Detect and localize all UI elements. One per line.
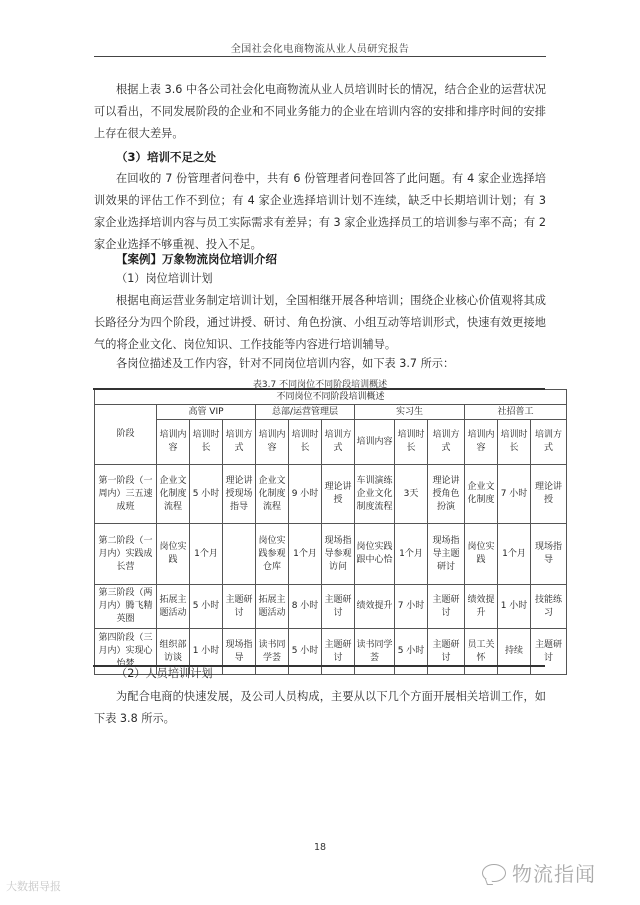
sub-header: 培训时长 (190, 420, 223, 465)
table-cell: 企业文化制度流程 (256, 465, 289, 524)
table-cell: 现场指导 (531, 524, 567, 585)
sub-header: 培训方式 (531, 420, 567, 465)
table-cell: 岗位实践参观仓库 (256, 524, 289, 585)
table-cell: 组织部访谈 (157, 629, 190, 675)
table-cell: 拓展主题活动 (157, 585, 190, 629)
subheading-1: （1）岗位培训计划 (116, 272, 213, 285)
running-header: 全国社会化电商物流从业人员研究报告 (230, 44, 410, 55)
watermark-right (482, 858, 596, 887)
sub-header: 培训时长 (289, 420, 322, 465)
sub-header: 培训内容 (355, 420, 395, 465)
table-cell: 9 小时 (289, 465, 322, 524)
table-cell: 绩效提升 (355, 585, 395, 629)
table-cell: 3天 (395, 465, 428, 524)
table-cell: 主题研讨 (428, 629, 465, 675)
sub-header: 培训内容 (157, 420, 190, 465)
stage-cell: 第二阶段（一月内）实践成长营 (95, 524, 157, 585)
section-heading-3: （3）培训不足之处 (116, 150, 217, 164)
table-cell: 理论讲授 (531, 465, 567, 524)
table-cell: 主题研讨 (322, 629, 355, 675)
table-row (95, 585, 567, 629)
paragraph-3: 根据电商运营业务制定培训计划，全国相继开展各种培训；围绕企业核心价值观将其成长路径分为四个阶段，通过讲授、研讨、角色扮演、小组互动等培训形式，快速有效更接地气的将企业文化、岗位知识、工作技能等内容进行培训辅导。 (94, 294, 546, 351)
table-cell: 读书同学荟 (355, 629, 395, 675)
table-cell: 岗位实践 (465, 524, 498, 585)
table-cell: 绩效提升 (465, 585, 498, 629)
training-table (94, 389, 567, 675)
table-cell: 1 小时 (190, 629, 223, 675)
table-cell: 7 小时 (395, 585, 428, 629)
sub-header: 培训方式 (428, 420, 465, 465)
table-cell: 员工关怀 (465, 629, 498, 675)
table-cell: 拓展主题活动 (256, 585, 289, 629)
table-cell: 理论讲授 (322, 465, 355, 524)
paragraph-2: 在回收的 7 份管理者问卷中，共有 6 份管理者问卷回答了此问题。有 4 家企业选择培训效果的评估工作不到位；有 4 家企业选择培训计划不连续，缺乏中长期培训计划；有 3 家企业选择培训内容与员工实际需求有差异；有 3 家企业选择员工的培训参与率不高；有 2 家企业选择不够重视、投入不足。 (94, 172, 546, 251)
subheading-2: （2）人员培训计划 (116, 667, 213, 680)
table-cell: 岗位实践 (157, 524, 190, 585)
table-cell: 理论讲授角色扮演 (428, 465, 465, 524)
chat-bubble-icon (482, 864, 506, 882)
sub-header: 培训时长 (395, 420, 428, 465)
table-cell: 主题研讨 (428, 585, 465, 629)
sub-header: 培训内容 (256, 420, 289, 465)
table-cell: 主题研讨 (531, 629, 567, 675)
group-header: 总部/运营管理层 (256, 405, 355, 420)
paragraph-1: 根据上表 3.6 中各公司社会化电商物流从业人员培训时长的情况，结合企业的运营状况可以看出，不同发展阶段的企业和不同业务能力的企业在培训内容的安排和排序时间的安排上存在很大差异。 (94, 83, 546, 140)
group-header: 实习生 (355, 405, 465, 420)
header-divider (94, 56, 546, 57)
table-caption: 表3.7 不同岗位不同阶段培训概述 (252, 380, 388, 390)
page-number: 18 (313, 842, 327, 853)
table-row (95, 524, 567, 585)
table-cell: 8 小时 (289, 585, 322, 629)
table-cell: 1个月 (289, 524, 322, 585)
table-cell: 企业文化制度 (465, 465, 498, 524)
table-cell: 企业文化制度流程 (157, 465, 190, 524)
stage-cell: 第一阶段（一周内）三五速成班 (95, 465, 157, 524)
table-cell: 5 小时 (289, 629, 322, 675)
table-cell: 1个月 (498, 524, 531, 585)
table-cell: 5 小时 (190, 585, 223, 629)
table-cell: 1 小时 (498, 585, 531, 629)
table-cell: 7 小时 (498, 465, 531, 524)
sub-header: 培训时长 (498, 420, 531, 465)
table-cell: 现场指导参观访问 (322, 524, 355, 585)
table-cell: 5 小时 (190, 465, 223, 524)
table-cell: 理论讲授现场指导 (223, 465, 256, 524)
paragraph-5: 为配合电商的快速发展，及公司人员构成，主要从以下几个方面开展相关培训工作，如下表 3.8 所示。 (94, 690, 546, 725)
case-heading: 【案例】万象物流岗位培训介绍 (116, 252, 277, 266)
table-cell: 1个月 (190, 524, 223, 585)
table-cell: 持续 (498, 629, 531, 675)
table-row (95, 465, 567, 524)
table-cell: 技能练习 (531, 585, 567, 629)
table-cell: 主题研讨 (322, 585, 355, 629)
table-cell: 现场指导主题研讨 (428, 524, 465, 585)
watermark-left: 大数据导报 (6, 880, 61, 893)
table-cell: 5 小时 (395, 629, 428, 675)
sub-header: 培训方式 (223, 420, 256, 465)
stage-cell: 第四阶段（三月内）实现心怡梦 (95, 629, 157, 675)
group-header: 高管 VIP (157, 405, 256, 420)
table-cell: 车训演练企业文化制度流程 (355, 465, 395, 524)
table-cell: 主题研讨 (223, 585, 256, 629)
table-cell: 读书同学荟 (256, 629, 289, 675)
stage-header: 阶段 (95, 405, 157, 465)
sub-header: 培训内容 (465, 420, 498, 465)
table-cell: 1个月 (395, 524, 428, 585)
sub-header: 培训方式 (322, 420, 355, 465)
paragraph-4: 各岗位描述及工作内容，针对不同岗位培训内容，如下表 3.7 所示： (116, 357, 455, 370)
watermark-right-text: 物流指闻 (512, 862, 596, 886)
table-cell: 岗位实践跟中心恰 (355, 524, 395, 585)
table-cell: 现场指导 (223, 629, 256, 675)
group-header: 社招普工 (465, 405, 567, 420)
table-title: 不同岗位不同阶段培训概述 (95, 390, 567, 405)
table-cell (223, 524, 256, 585)
stage-cell: 第三阶段（两月内）腾飞精英圈 (95, 585, 157, 629)
